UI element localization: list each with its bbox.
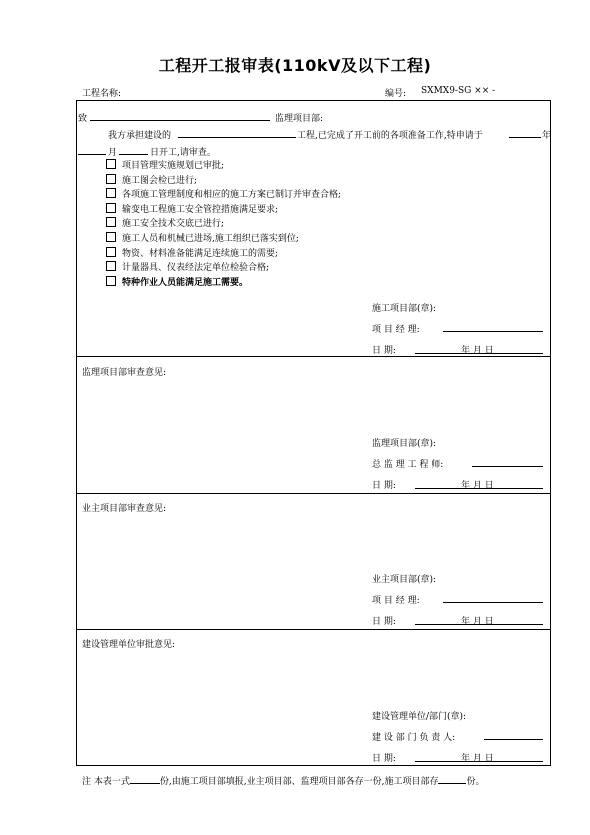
section-divider	[76, 629, 551, 630]
sig-person-label: 建 设 部 门 负 责 人:	[372, 733, 456, 743]
date-label: 日 期:	[372, 754, 396, 764]
section-divider	[76, 356, 551, 357]
checkbox[interactable]	[106, 188, 116, 198]
month-label: 月	[108, 148, 118, 158]
supervision-opinion-label: 监理项目部审查意见:	[82, 368, 167, 378]
date-label: 日 期:	[372, 617, 396, 627]
sig-person-label: 项 目 经 理:	[372, 596, 420, 606]
to-label: 致	[78, 114, 88, 124]
section-divider	[76, 493, 551, 494]
date-label: 日 期:	[372, 346, 396, 356]
checklist-item[interactable]: 施工图会检已进行;	[106, 174, 341, 189]
date-label: 日 期:	[372, 481, 396, 491]
date-blank[interactable]	[415, 624, 543, 625]
checklist-item[interactable]: 特种作业人员能满足施工需要。	[106, 276, 341, 291]
sig-org-label: 业主项目部(章):	[372, 575, 437, 585]
sig-person-blank[interactable]	[484, 739, 543, 740]
date-ymd: 年 月 日	[461, 754, 494, 764]
date-blank[interactable]	[415, 353, 543, 354]
number-value: SXMX9-SG ×× -	[421, 86, 496, 96]
month-blank-left[interactable]	[78, 154, 106, 155]
sig-org-label: 建设管理单位/部门(章):	[372, 712, 467, 722]
checkbox[interactable]	[106, 217, 116, 227]
checklist-item[interactable]: 物资、材料准备能满足连续施工的需要;	[106, 247, 341, 262]
checkbox[interactable]	[106, 247, 116, 257]
day-blank[interactable]	[119, 154, 148, 155]
footer-note: 注 本表一式 份,由施工项目部填报,业主项目部、监理项目部各存一份,施工项目部存 份。	[82, 774, 484, 787]
checkbox[interactable]	[106, 232, 116, 242]
checklist-item[interactable]: 计量器具、仪表经法定单位检验合格;	[106, 261, 341, 276]
checklist	[106, 159, 341, 290]
year-blank[interactable]	[509, 137, 541, 138]
date-ymd: 年 月 日	[461, 346, 494, 356]
sig-org-label: 施工项目部(章):	[372, 304, 437, 314]
checklist-item[interactable]: 各项施工管理制度和相应的施工方案已制订并审查合格;	[106, 188, 341, 203]
checklist-item[interactable]: 项目管理实施规划已审批;	[106, 159, 341, 174]
project-blank[interactable]	[178, 137, 296, 138]
sig-person-label: 项 目 经 理:	[372, 325, 420, 335]
day-text: 日开工,请审查。	[150, 148, 216, 158]
date-blank[interactable]	[415, 488, 543, 489]
page-title: 工程开工报审表(110kV及以下工程)	[158, 56, 432, 75]
copies-blank[interactable]	[130, 774, 160, 784]
sig-person-blank[interactable]	[472, 466, 543, 467]
keep-copies-blank[interactable]	[438, 774, 466, 784]
number-label: 编号:	[385, 89, 407, 99]
checklist-item[interactable]: 输变电工程施工安全管控措施满足要求;	[106, 203, 341, 218]
supervision-label: 监理项目部:	[275, 114, 324, 124]
checkbox[interactable]	[106, 174, 116, 184]
project-name-label: 工程名称:	[82, 89, 122, 99]
sig-person-blank[interactable]	[443, 602, 543, 603]
sig-person-label: 总 监 理 工 程 师:	[372, 460, 444, 470]
checkbox[interactable]	[106, 261, 116, 271]
construction-opinion-label: 建设管理单位审批意见:	[82, 640, 176, 650]
checkbox[interactable]	[106, 159, 116, 169]
checklist-item[interactable]: 施工安全技术交底已进行;	[106, 217, 341, 232]
date-ymd: 年 月 日	[461, 617, 494, 627]
date-ymd: 年 月 日	[461, 481, 494, 491]
year-label: 年	[542, 131, 552, 141]
intro-part1: 我方承担建设的	[108, 131, 172, 141]
checklist-item[interactable]: 施工人员和机械已进场,施工组织已落实到位;	[106, 232, 341, 247]
sig-person-blank[interactable]	[443, 331, 543, 332]
sig-org-label: 监理项目部(章):	[372, 439, 437, 449]
intro-part2: 工程,已完成了开工前的各项准备工作,特申请于	[297, 131, 483, 141]
checkbox[interactable]	[106, 276, 116, 286]
owner-opinion-label: 业主项目部审查意见:	[82, 504, 167, 514]
to-blank[interactable]	[90, 120, 270, 121]
date-blank[interactable]	[415, 761, 543, 762]
checkbox[interactable]	[106, 203, 116, 213]
